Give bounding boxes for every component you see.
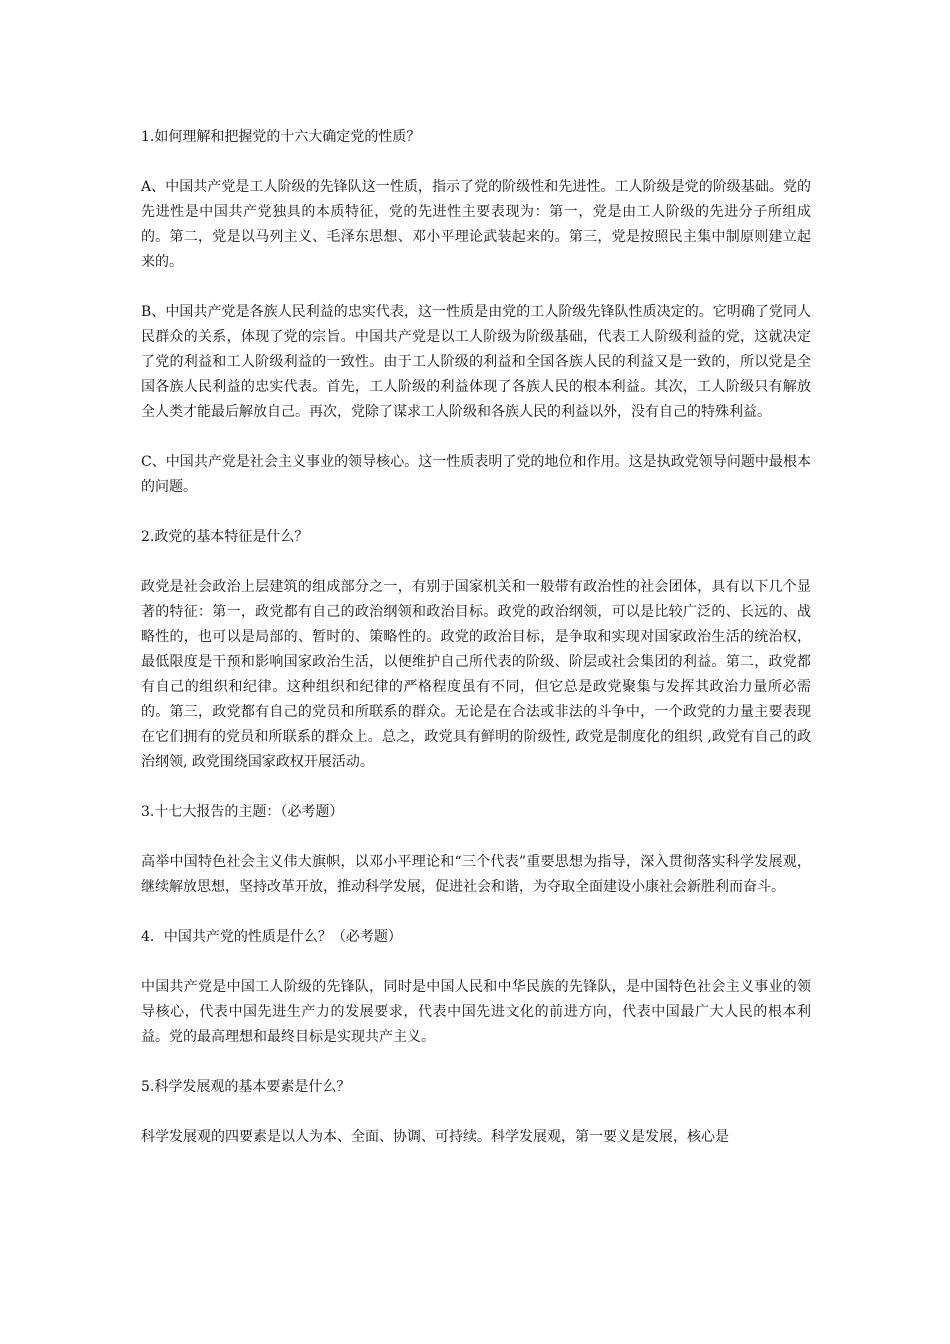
question-4-heading: 4．中国共产党的性质是什么？（必考题）: [141, 929, 402, 945]
paragraph-spacer: [141, 775, 811, 800]
answer-1c-paragraph: C、中国共产党是社会主义事业的领导核心。这一性质表明了党的地位和作用。这是执政党领导问题中最根本的问题。: [141, 454, 811, 495]
question-2-heading: 2.政党的基本特征是什么？: [141, 529, 309, 545]
paragraph-spacer: [141, 275, 811, 300]
answer-4-paragraph: 中国共产党是中国工人阶级的先锋队，同时是中国人民和中华民族的先锋队，是中国特色社会主义事业的领导核心，代表中国先进生产力的发展要求，代表中国先进文化的前进方向，代表中国最广大人民的根本利益。党的最高理想和最终目标是实现共产主义。: [141, 979, 811, 1045]
question-1-heading: 1.如何理解和把握党的十六大确定党的性质？: [141, 129, 421, 145]
paragraph-spacer: [141, 900, 811, 925]
paragraph-spacer: [141, 950, 811, 975]
answer-5-paragraph: 科学发展观的四要素是以人为本、全面、协调、可持续。科学发展观，第一要义是发展，核心是: [141, 1129, 729, 1145]
paragraph-spacer: [141, 150, 811, 175]
document-body: [141, 125, 811, 1150]
paragraph-spacer: [141, 825, 811, 850]
paragraph-spacer: [141, 1100, 811, 1125]
paragraph-spacer: [141, 425, 811, 450]
question-5-heading: 5.科学发展观的基本要素是什么？: [141, 1079, 351, 1095]
paragraph-spacer: [141, 1050, 811, 1075]
answer-3-paragraph: 高举中国特色社会主义伟大旗帜，以邓小平理论和“三个代表”重要思想为指导，深入贯彻落实科学发展观，继续解放思想，坚持改革开放，推动科学发展，促进社会和谐，为夺取全面建设小康社会新胜利而奋斗。: [141, 854, 811, 895]
answer-1a-paragraph: A、中国共产党是工人阶级的先锋队这一性质，指示了党的阶级性和先进性。工人阶级是党的阶级基础。党的先进性是中国共产党独具的本质特征，党的先进性主要表现为：第一，党是由工人阶级的先进分子所组成的。第二，党是以马列主义、毛泽东思想、邓小平理论武装起来的。第三，党是按照民主集中制原则建立起来的。: [141, 179, 811, 270]
answer-2-paragraph: 政党是社会政治上层建筑的组成部分之一，有别于国家机关和一般带有政治性的社会团体，具有以下几个显著的特征：第一，政党都有自己的政治纲领和政治目标。政党的政治纲领，可以是比较广泛的、长远的、战略性的，也可以是局部的、暂时的、策略性的。政党的政治目标，是争取和实现对国家政治生活的统治权，最低限度是干预和影响国家政治生活，以便维护自己所代表的阶级、阶层或社会集团的利益。第二，政党都有自己的组织和纪律。这种组织和纪律的严格程度虽有不同，但它总是政党聚集与发挥其政治力量所必需的。第三，政党都有自己的党员和所联系的群众。无论是在合法或非法的斗争中，一个政党的力量主要表现在它们拥有的党员和所联系的群众上。总之，政党具有鲜明的阶级性, 政党是制度化的组织 ,政党有自己的政治纲领, 政党围绕国家政权开展活动。: [141, 579, 811, 770]
answer-1b-paragraph: B、中国共产党是各族人民利益的忠实代表，这一性质是由党的工人阶级先锋队性质决定的。它明确了党同人民群众的关系，体现了党的宗旨。中国共产党是以工人阶级为阶级基础，代表工人阶级利益的党，这就决定了党的利益和工人阶级利益的一致性。由于工人阶级的利益和全国各族人民的利益又是一致的，所以党是全国各族人民利益的忠实代表。首先，工人阶级的利益体现了各族人民的根本利益。其次，工人阶级只有解放全人类才能最后解放自己。再次，党除了谋求工人阶级和各族人民的利益以外，没有自己的特殊利益。: [141, 304, 811, 420]
paragraph-spacer: [141, 550, 811, 575]
paragraph-spacer: [141, 500, 811, 525]
question-3-heading: 3.十七大报告的主题：（必考题）: [141, 804, 344, 820]
